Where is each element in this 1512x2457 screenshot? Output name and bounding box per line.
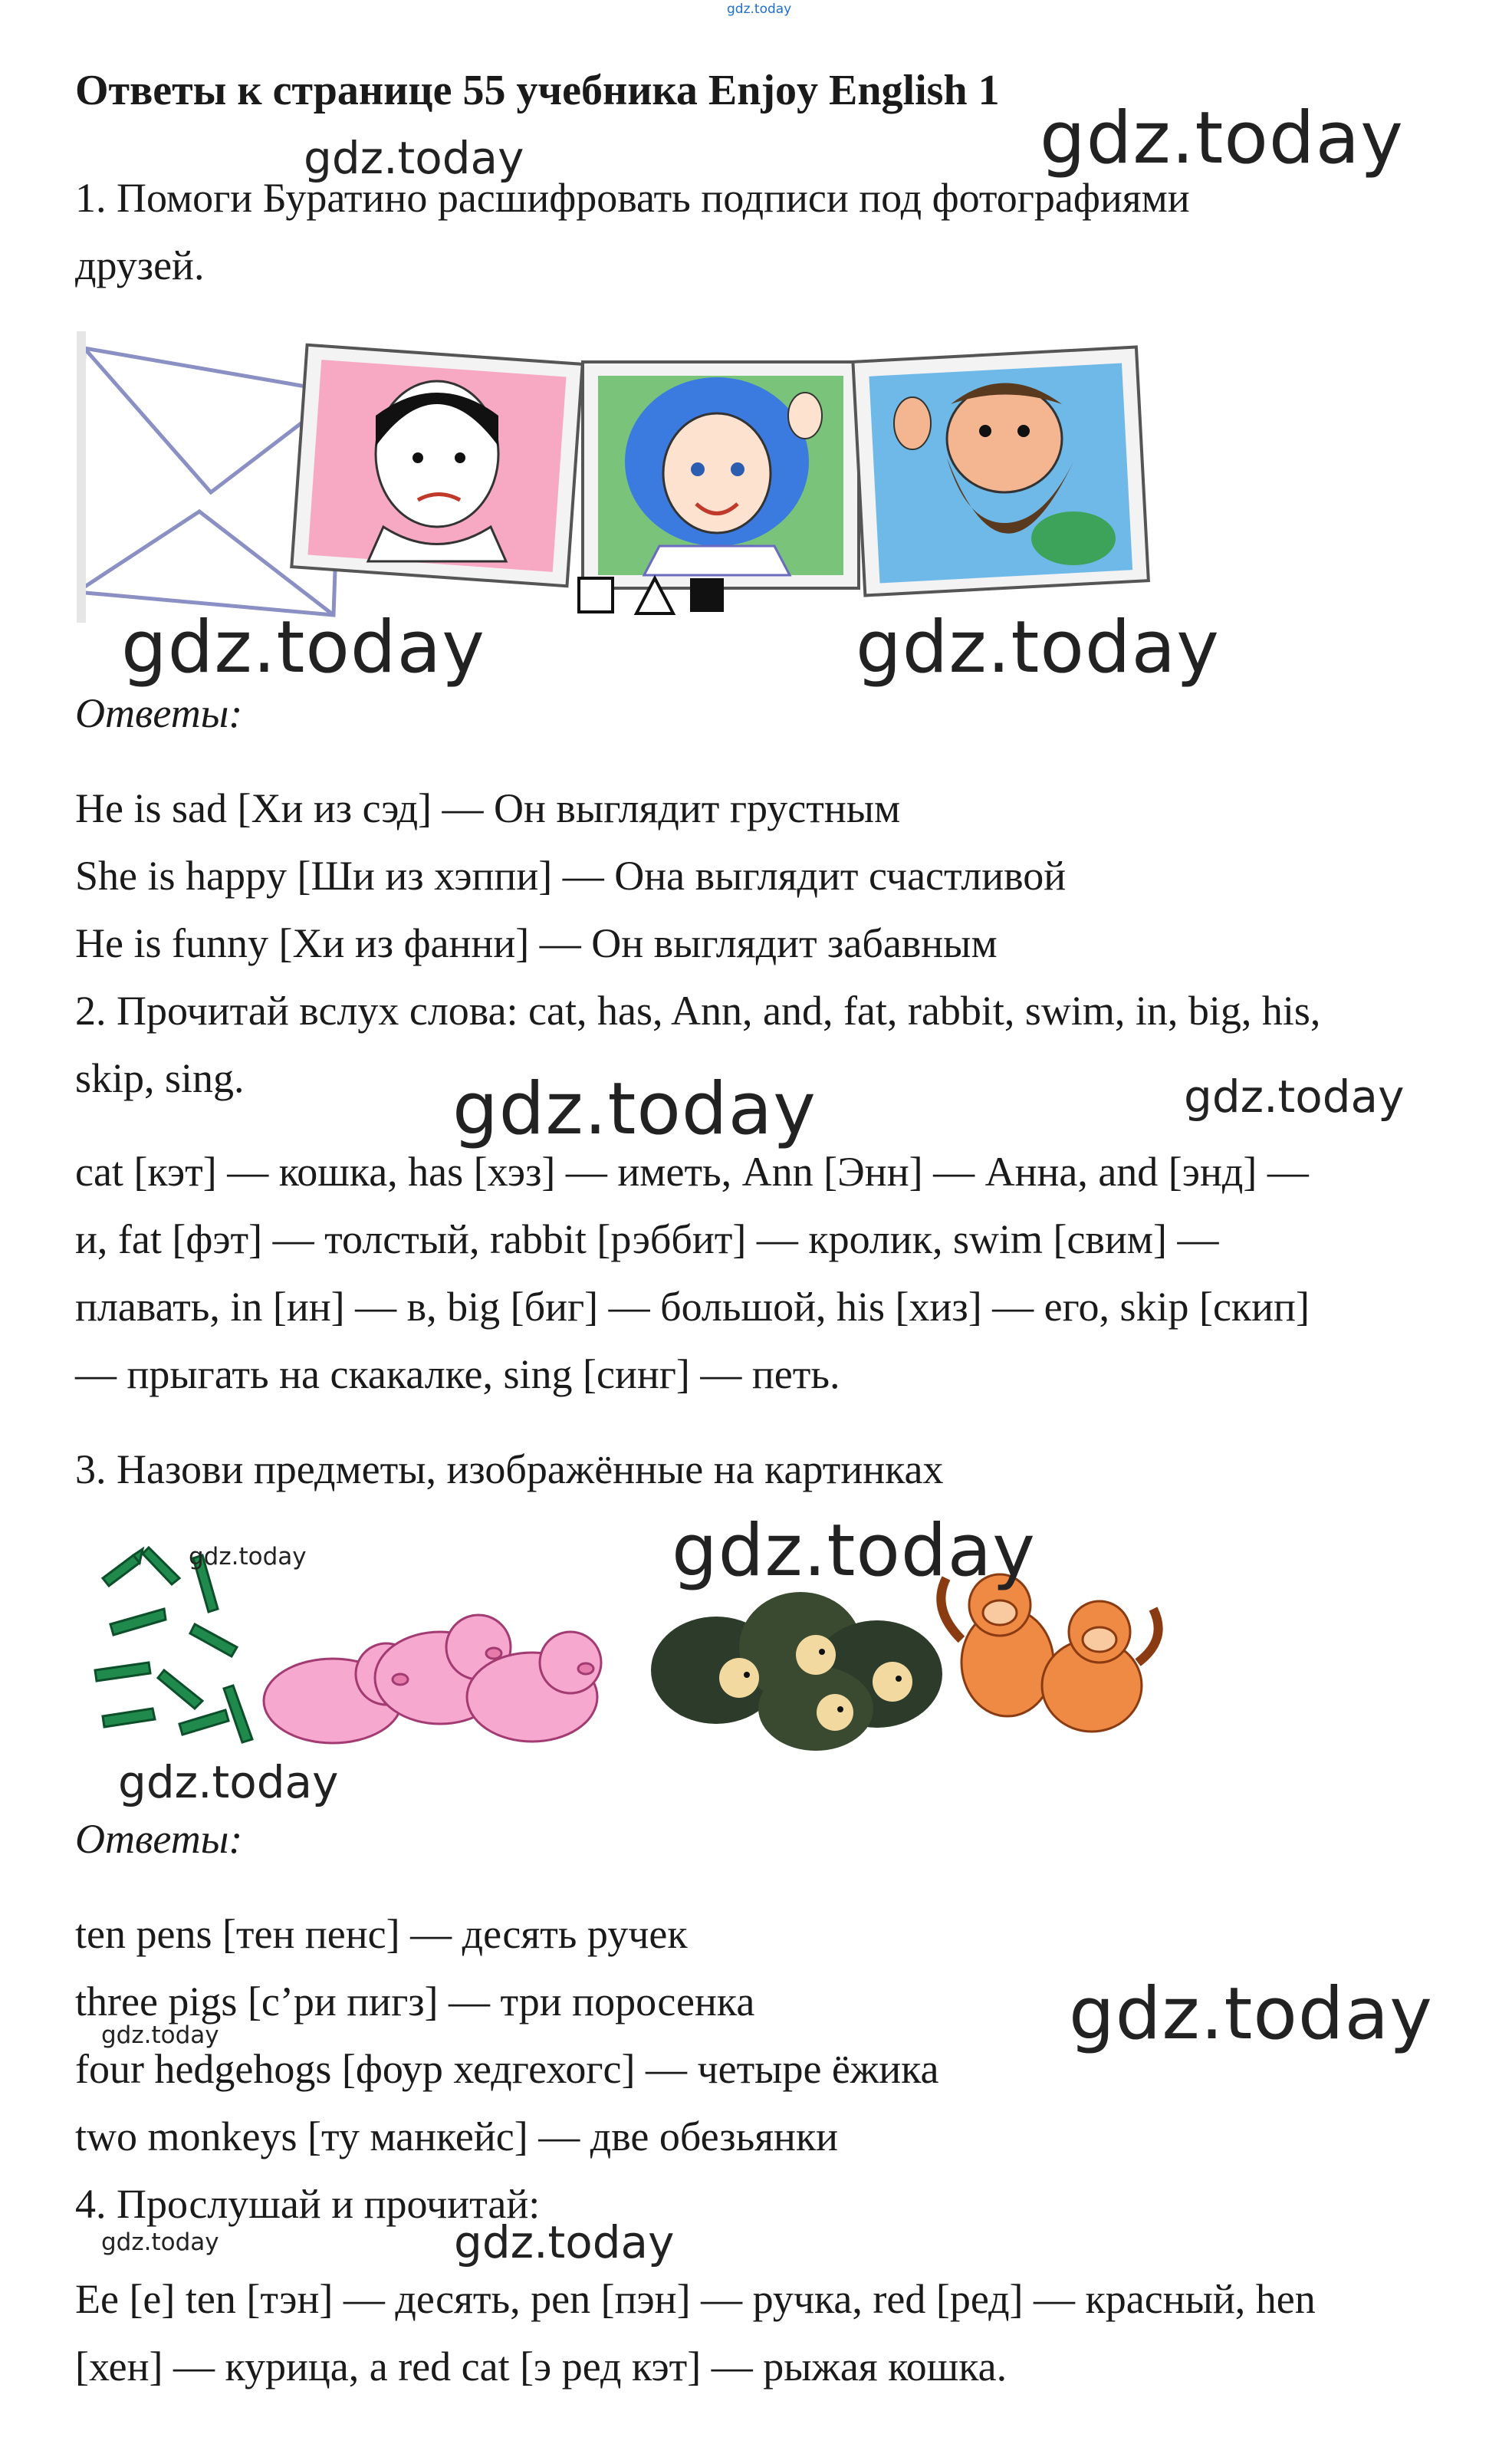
hedgehogs-picture bbox=[651, 1592, 942, 1751]
answer-1-2: She is happy [Ши из хэппи] — Она выглядит счастливой bbox=[75, 853, 1067, 899]
watermark: gdz.today bbox=[101, 2021, 219, 2049]
watermark: gdz.today bbox=[304, 132, 524, 184]
friends-photos-illustration bbox=[77, 331, 1165, 623]
watermark: gdz.today bbox=[121, 606, 485, 689]
photo-funny-man bbox=[853, 347, 1148, 596]
answer-2-line-1: cat [кэт] — кошка, has [хэз] — иметь, Ann [Энн] — Анна, and [энд] — bbox=[75, 1149, 1309, 1195]
task-1-line-1: 1. Помоги Буратино расшифровать подписи под фотографиями bbox=[75, 175, 1190, 221]
top-watermark: gdz.today bbox=[727, 2, 792, 17]
answers-label-3: Ответы: bbox=[75, 1816, 243, 1862]
answers-label-1: Ответы: bbox=[75, 690, 243, 736]
task-4: 4. Прослушай и прочитай: bbox=[75, 2181, 541, 2227]
answer-3-1: ten pens [тен пенс] — десять ручек bbox=[75, 1911, 688, 1957]
answer-3-2: three pigs [с’ри пигз] — три поросенка bbox=[75, 1978, 755, 2024]
answer-1-1: He is sad [Хи из сэд] — Он выглядит грустным bbox=[75, 785, 901, 831]
answer-3-3: four hedgehogs [фоур хедгехогс] — четыре ёжика bbox=[75, 2046, 939, 2092]
watermark: gdz.today bbox=[118, 1756, 339, 1808]
watermark: gdz.today bbox=[1069, 1972, 1433, 2056]
task-4-line-1: Ee [e] ten [тэн] — десять, pen [пэн] — ручка, red [ред] — красный, hen bbox=[75, 2276, 1316, 2322]
watermark: gdz.today bbox=[1184, 1071, 1405, 1123]
photo-happy-girl bbox=[583, 362, 859, 588]
watermark: gdz.today bbox=[452, 1067, 817, 1151]
watermark: gdz.today bbox=[672, 1509, 1036, 1593]
task-2-line-1: 2. Прочитай вслух слова: cat, has, Ann, and, fat, rabbit, swim, in, big, his, bbox=[75, 988, 1321, 1034]
pigs-picture bbox=[264, 1615, 601, 1743]
pens-picture bbox=[95, 1548, 252, 1742]
answer-2-line-4: — прыгать на скакалке, sing [синг] — петь. bbox=[75, 1351, 840, 1397]
watermark: gdz.today bbox=[101, 2228, 219, 2256]
page-title: Ответы к странице 55 учебника Enjoy English 1 bbox=[75, 67, 1000, 114]
watermark: gdz.today bbox=[1040, 97, 1404, 180]
watermark: gdz.today bbox=[856, 606, 1220, 689]
monkeys-picture bbox=[941, 1574, 1158, 1732]
photo-sad-boy bbox=[291, 345, 582, 586]
task-4-line-2: [хен] — курица, a red cat [э ред кэт] — рыжая кошка. bbox=[75, 2344, 1007, 2390]
task-1-line-2: друзей. bbox=[75, 242, 205, 288]
watermark: gdz.today bbox=[454, 2216, 675, 2268]
answer-1-3: He is funny [Хи из фанни] — Он выглядит забавным bbox=[75, 920, 998, 966]
answer-2-line-3: плавать, in [ин] — в, big [биг] — большой, his [хиз] — его, skip [скип] bbox=[75, 1284, 1310, 1330]
answer-3-4: two monkeys [ту манкейс] — две обезьянки bbox=[75, 2113, 839, 2159]
task-2-line-2: skip, sing. bbox=[75, 1055, 245, 1101]
watermark: gdz.today bbox=[189, 1543, 307, 1571]
task-3: 3. Назови предметы, изображённые на картинках bbox=[75, 1446, 944, 1492]
answer-2-line-2: и, fat [фэт] — толстый, rabbit [рэббит] — кролик, swim [свим] — bbox=[75, 1216, 1219, 1262]
shapes-row bbox=[579, 578, 724, 613]
